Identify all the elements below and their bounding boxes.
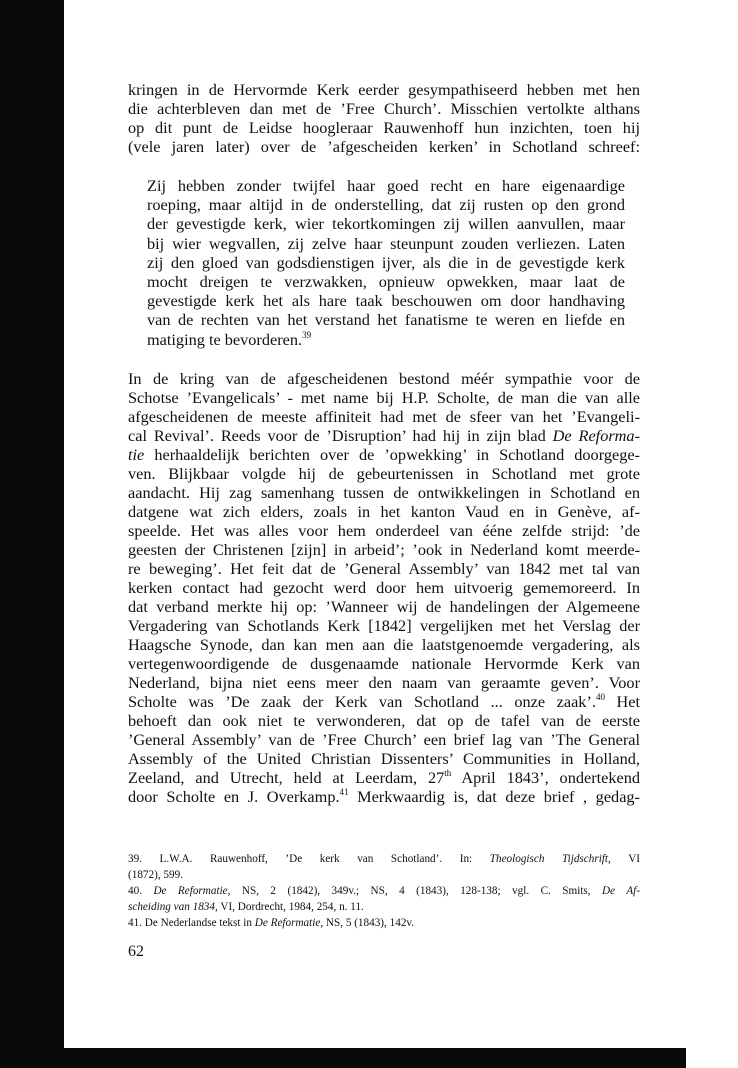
scan-border-bottom [0, 1048, 686, 1068]
footnote-41: 41. De Nederlandse tekst in De Reformatie, NS, 5 (1843), 142v. [128, 917, 415, 929]
text-line: door Scholte en J. Overkamp.$^{41}$ Merkwaardig is, dat deze brief , gedag- [128, 787, 640, 806]
paragraph-2 [128, 369, 640, 806]
text-line: kringen in de Hervormde Kerk eerder gesympathiseerd hebben met hen [128, 80, 640, 99]
text-line: Vergadering van Schotlands Kerk [1842] vergelijken met het Verslag der [128, 616, 640, 635]
text-line: kerken contact had gezocht werd door hem uitvoerig gememoreerd. In [128, 578, 640, 597]
footnote-40: 40. De Reformatie, NS, 2 (1842), 349v.; NS, 4 (1843), 128-138; vgl. C. Smits, De Af- [128, 885, 641, 897]
text-line: Assembly of the United Christian Dissenters’ Communities in Holland, [128, 749, 640, 768]
footnote-ref-40: 40 [595, 692, 605, 702]
text-line: op dit punt de Leidse hoogleraar Rauwenhoff hun inzichten, toen hij [128, 118, 640, 137]
text-line: tie herhaaldelijk berichten over de ’opwekking’ in Schotland doorgege- [128, 445, 640, 464]
footnote-39-cont: (1872), 599. [128, 869, 183, 881]
block-quote [147, 176, 625, 349]
page-number: 62 [128, 943, 144, 960]
text-line: Nederland, bijna niet eens meer den naam van geraamte geven’. Voor [128, 673, 640, 692]
text-line: Schotse ’Evangelicals’ - met name bij H.P. Scholte, de man die van alle [128, 388, 640, 407]
footnote-ref-39: 39 [302, 329, 312, 340]
quote-line: van de rechten van het verstand het fanatisme te weren en liefde en [147, 310, 625, 330]
quote-line: zij den gloed van godsdienstigen ijver, als die in de gevestigde kerk [147, 252, 625, 272]
quote-line: der gevestigde kerk, wier tekortkomingen zij willen aanvullen, maar [147, 214, 625, 234]
quote-line: gevestigde kerk het als hare taak beschouwen om door handhaving [147, 291, 625, 311]
scan-border-left [0, 0, 64, 1068]
text-line: Zeeland, and Utrecht, held at Leerdam, 27th April 1843’, ondertekend [128, 768, 641, 787]
text-line: behoeft dan ook niet te verwonderen, dat op de tafel van de eerste [128, 711, 640, 730]
text-line: In de kring van de afgescheidenen bestond méér sympathie voor de [128, 369, 640, 388]
text-line: ’General Assembly’ van de ’Free Church’ een brief lag van ’The General [128, 730, 640, 749]
quote-line: mocht dreigen te verzwakken, opnieuw opwekken, maar laat de [147, 272, 625, 292]
text-line: geesten der Christenen [zijn] in arbeid’; ’ook in Nederland komt meerde- [128, 540, 640, 559]
quote-line: bij wier wegvallen, zij zelve haar steunpunt zouden verliezen. Laten [147, 233, 625, 253]
footnote-39: 39. L.W.A. Rauwenhoff, ’De kerk van Schotland’. In: Theologisch Tijdschrift, VI [128, 853, 640, 865]
text-line: aandacht. Hij zag samenhang tussen de ontwikkelingen in Schotland en [128, 483, 640, 502]
text-line: datgene wat zich elders, zoals in het kanton Vaud en in Genève, af- [128, 502, 640, 521]
quote-line-last: matiging te bevorderen.$^{39}$ [147, 329, 312, 349]
text-line: Scholte was ’De zaak der Kerk van Schotland ... onze zaak’.$^{40}$ Het [128, 692, 640, 711]
text-line: re beweging’. Het feit dat de ’General Assembly’ van 1842 met tal van [128, 559, 640, 578]
text-line: (vele jaren later) over de ’afgescheiden kerken’ in Schotland schreef: [128, 137, 640, 156]
footnote-ref-41: 41 [339, 787, 349, 797]
quote-line: roeping, maar altijd in de onderstelling, dat zij rusten op den grond [147, 195, 625, 215]
quote-line: Zij hebben zonder twijfel haar goed recht en hare eigenaardige [147, 176, 625, 195]
text-line: afgescheidenen de meeste affiniteit had met de sfeer van het ’Evangeli- [128, 407, 640, 426]
text-line: cal Revival’. Reeds voor de ’Disruption’ had hij in zijn blad De Reforma- [128, 426, 640, 445]
text-line: Haagsche Synode, dan kan men aan die laatstgenoemde vergadering, als [128, 635, 640, 654]
text-line: vertegenwoordigende de dusgenaamde nationale Hervormde Kerk van [128, 654, 640, 673]
paragraph-1 [128, 80, 640, 156]
text-line: speelde. Het was alles voor hem onderdeel van ééne zelfde strijd: ’de [128, 521, 640, 540]
footnote-40-cont: scheiding van 1834, VI, Dordrecht, 1984, 254, n. 11. [128, 901, 364, 913]
text-line: dat verband merkte hij op: ’Wanneer wij de handelingen der Algemeene [128, 597, 640, 616]
footnotes [128, 851, 640, 931]
text-line: ven. Blijkbaar volgde hij de gebeurtenissen in Schotland met grote [128, 464, 640, 483]
text-line: die achterbleven dan met de ’Free Church’. Misschien vertolkte althans [128, 99, 640, 118]
